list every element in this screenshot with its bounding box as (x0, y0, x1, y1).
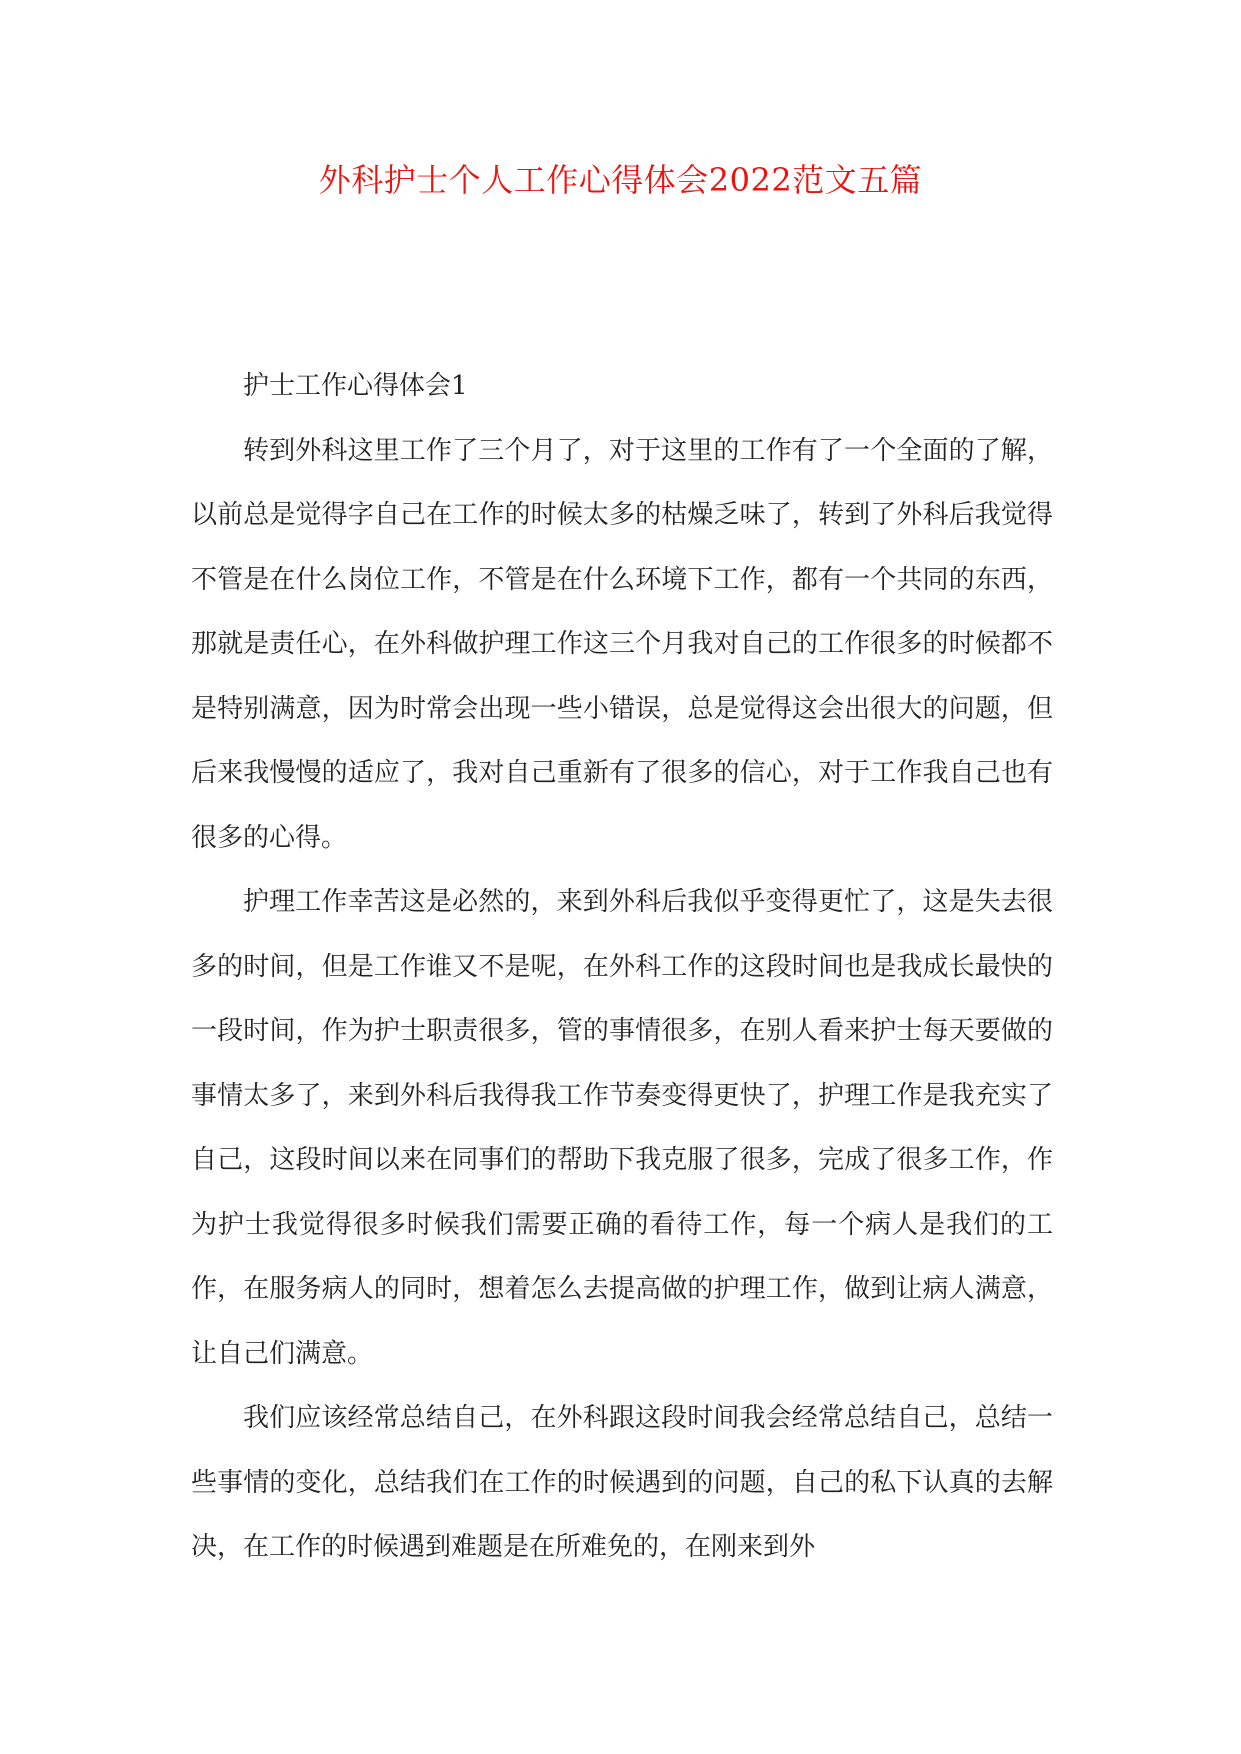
document-body (191, 354, 1053, 1580)
paragraph: 我们应该经常总结自己，在外科跟这段时间我会经常总结自己，总结一些事情的变化，总结我们在工作的时候遇到的问题，自己的私下认真的去解决，在工作的时候遇到难题是在所难免的，在刚来到外 (191, 1403, 1053, 1562)
section-heading: 护士工作心得体会1 (243, 371, 468, 401)
paragraph: 转到外科这里工作了三个月了，对于这里的工作有了一个全面的了解，以前总是觉得字自己在工作的时候太多的枯燥乏味了，转到了外科后我觉得不管是在什么岗位工作，不管是在什么环境下工作，都有一个共同的东西，那就是责任心，在外科做护理工作这三个月我对自己的工作很多的时候都不是特别满意，因为时常会出现一些小错误，总是觉得这会出很大的问题，但后来我慢慢的适应了，我对自己重新有了很多的信心，对于工作我自己也有很多的心得。 (191, 435, 1053, 853)
paragraph: 护理工作幸苦这是必然的，来到外科后我似乎变得更忙了，这是失去很多的时间，但是工作谁又不是呢，在外科工作的这段时间也是我成长最快的一段时间，作为护士职责很多，管的事情很多，在别人看来护士每天要做的事情太多了，来到外科后我得我工作节奏变得更快了，护理工作是我充实了自己，这段时间以来在同事们的帮助下我克服了很多，完成了很多工作，作为护士我觉得很多时候我们需要正确的看待工作，每一个病人是我们的工作，在服务病人的同时，想着怎么去提高做的护理工作，做到让病人满意，让自己们满意。 (191, 887, 1053, 1369)
document-title: 外科护士个人工作心得体会2022范文五篇 (318, 161, 923, 199)
